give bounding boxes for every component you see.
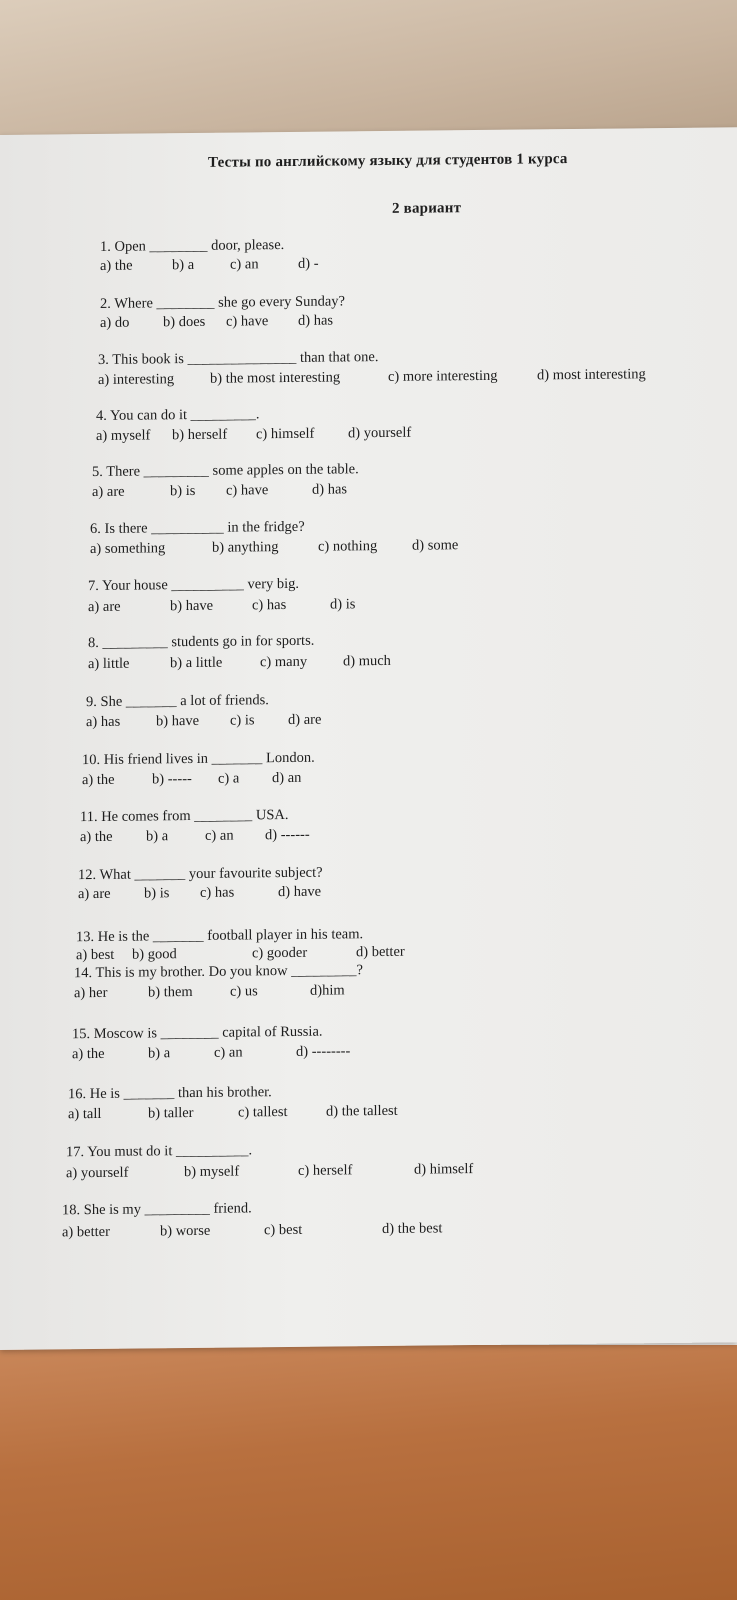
answer-option: b) a bbox=[146, 828, 169, 845]
question-text: 3. This book is _______________ than that one. bbox=[98, 349, 379, 368]
answer-option: d) is bbox=[330, 596, 356, 613]
answer-option: c) tallest bbox=[238, 1103, 288, 1121]
answer-option: c) have bbox=[226, 313, 269, 330]
test-title: Тесты по английскому языку для студентов 1 курса bbox=[208, 151, 568, 171]
answer-option: b) worse bbox=[160, 1222, 211, 1240]
answer-option: b) herself bbox=[172, 426, 228, 444]
question-text: 4. You can do it _________. bbox=[96, 406, 260, 424]
answer-option: a) the bbox=[80, 828, 113, 846]
answer-option: b) ----- bbox=[152, 770, 192, 788]
question-text: 14. This is my brother. Do you know _________? bbox=[74, 962, 363, 982]
answer-option: c) herself bbox=[298, 1162, 353, 1179]
answer-option: c) an bbox=[230, 256, 259, 273]
answer-option: d) the tallest bbox=[326, 1102, 398, 1120]
answer-option: b) good bbox=[132, 946, 177, 963]
question-text: 13. He is the _______ football player in his team. bbox=[76, 926, 364, 946]
question-text: 8. _________ students go in for sports. bbox=[88, 632, 315, 652]
answer-option: b) the most interesting bbox=[210, 369, 341, 387]
answer-option: a) best bbox=[76, 946, 115, 964]
answer-option: a) little bbox=[88, 655, 130, 673]
answer-option: a) the bbox=[72, 1045, 105, 1063]
answer-option: b) taller bbox=[148, 1104, 194, 1122]
question-text: 6. Is there __________ in the fridge? bbox=[90, 518, 305, 538]
answer-option: d) most interesting bbox=[537, 366, 646, 384]
answer-option: b) have bbox=[156, 712, 200, 730]
answer-option: a) yourself bbox=[66, 1164, 129, 1182]
answer-option: a) tall bbox=[68, 1105, 102, 1123]
question-text: 11. He comes from ________ USA. bbox=[80, 806, 289, 826]
answer-option: d) -------- bbox=[296, 1043, 351, 1060]
answer-option: b) does bbox=[163, 313, 206, 331]
test-sheet bbox=[0, 127, 737, 1350]
answer-option: b) is bbox=[144, 885, 170, 902]
question-text: 17. You must do it __________. bbox=[66, 1142, 253, 1161]
answer-option: d) yourself bbox=[348, 424, 412, 442]
answer-option: c) us bbox=[230, 983, 258, 1000]
answer-option: a) her bbox=[74, 984, 108, 1002]
answer-option: a) do bbox=[100, 314, 130, 331]
answer-option: c) best bbox=[264, 1221, 303, 1239]
answer-option: d) - bbox=[298, 255, 319, 272]
answer-option: a) something bbox=[90, 540, 166, 558]
question-text: 5. There _________ some apples on the table. bbox=[92, 461, 359, 481]
answer-option: c) is bbox=[230, 712, 255, 729]
answer-option: c) an bbox=[214, 1044, 243, 1061]
answer-option: a) are bbox=[78, 885, 111, 903]
question-text: 2. Where ________ she go every Sunday? bbox=[100, 293, 345, 312]
answer-option: d) the best bbox=[382, 1220, 443, 1237]
answer-option: a) the bbox=[82, 771, 115, 789]
answer-option: b) a little bbox=[170, 654, 223, 672]
question-text: 9. She _______ a lot of friends. bbox=[86, 692, 269, 711]
answer-option: a) myself bbox=[96, 427, 151, 444]
variant-label: 2 вариант bbox=[392, 200, 462, 217]
answer-option: c) nothing bbox=[318, 538, 378, 555]
answer-option: d) better bbox=[356, 943, 405, 961]
answer-option: a) the bbox=[100, 257, 133, 274]
answer-option: c) has bbox=[252, 597, 287, 614]
answer-option: b) a bbox=[148, 1045, 171, 1062]
question-text: 18. She is my _________ friend. bbox=[62, 1200, 252, 1219]
answer-option: d) himself bbox=[414, 1161, 474, 1178]
answer-option: b) have bbox=[170, 597, 214, 615]
answer-option: d) are bbox=[288, 711, 322, 728]
answer-option: c) have bbox=[226, 482, 269, 499]
answer-option: a) are bbox=[88, 598, 121, 616]
answer-option: b) them bbox=[148, 983, 193, 1001]
desk-background-bottom bbox=[0, 1345, 737, 1600]
answer-option: d) ------ bbox=[265, 826, 310, 844]
question-text: 16. He is _______ than his brother. bbox=[68, 1084, 272, 1103]
answer-option: d) some bbox=[412, 537, 459, 554]
answer-option: d) much bbox=[343, 652, 391, 670]
answer-option: a) are bbox=[92, 483, 125, 501]
question-text: 1. Open ________ door, please. bbox=[100, 237, 285, 255]
question-text: 10. His friend lives in _______ London. bbox=[82, 749, 315, 769]
answer-option: c) himself bbox=[256, 425, 315, 443]
answer-option: d) has bbox=[312, 481, 348, 498]
answer-option: c) more interesting bbox=[388, 367, 498, 385]
answer-option: c) a bbox=[218, 770, 240, 787]
answer-option: d)him bbox=[310, 982, 345, 999]
answer-option: b) anything bbox=[212, 539, 279, 556]
answer-option: a) interesting bbox=[98, 371, 175, 388]
answer-option: c) an bbox=[205, 827, 234, 844]
answer-option: c) many bbox=[260, 653, 308, 671]
desk-background-top bbox=[0, 0, 737, 140]
answer-option: d) have bbox=[278, 883, 322, 901]
answer-option: d) an bbox=[272, 769, 302, 787]
answer-option: b) myself bbox=[184, 1163, 240, 1181]
answer-option: d) has bbox=[298, 312, 334, 329]
question-text: 12. What _______ your favourite subject? bbox=[78, 864, 323, 884]
question-text: 7. Your house __________ very big. bbox=[88, 575, 300, 595]
answer-option: a) has bbox=[86, 713, 121, 731]
answer-option: b) is bbox=[170, 482, 196, 500]
answer-option: a) better bbox=[62, 1223, 110, 1241]
question-text: 15. Moscow is ________ capital of Russia. bbox=[72, 1023, 323, 1043]
answer-option: c) has bbox=[200, 884, 235, 901]
answer-option: b) a bbox=[172, 256, 195, 274]
answer-option: c) gooder bbox=[252, 944, 308, 962]
